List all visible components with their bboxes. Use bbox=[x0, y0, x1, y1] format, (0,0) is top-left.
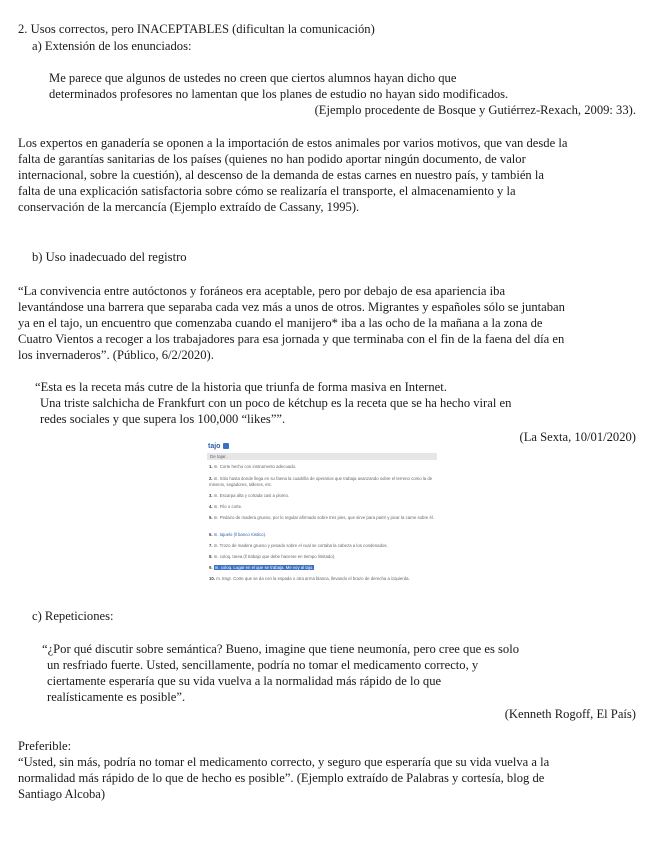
dictionary-sense-highlighted: 9. m. coloq. Lugar en el que se trabaja. Me voy al tajo. bbox=[209, 565, 314, 570]
subsection-b-title: b) Uso inadecuado del registro bbox=[32, 250, 187, 264]
section-heading: 2. Usos correctos, pero INACEPTABLES (dificultan la comunicación) bbox=[18, 22, 375, 36]
info-badge-icon bbox=[223, 443, 229, 449]
quote-publico: “La convivencia entre autóctonos y foráneos era aceptable, pero por debajo de esa apariencia iba levantándose una barrera que separaba cada vez más a unos de otros. Migrantes y españoles sólo se juntaban ya en el tajo, un encuentro que comenzaba cuando el manijero* iba a las ocho de la mañana a la zona de Cuatro Vientos a recoger a los trabajadores para esa jornada y que terminaba con el fin de la faena del día en los invernaderos”. (Público, 6/2/2020). bbox=[18, 284, 565, 362]
example-paragraph-cassany: Los expertos en ganadería se oponen a la importación de estos animales por varios motivos, que van desde la falta de garantías sanitarias de los países (quienes no han podido aportar ningún documento, de valor internacional, sobre la cuestión), al descenso de la demanda de estas carnes en nuestro país, y también la falta de una explicación satisfactoria sobre cómo se realizaría el transporte, el almacenamiento y la conservación de la mercancía (Ejemplo extraído de Cassany, 1995). bbox=[18, 136, 568, 214]
dictionary-sense: 10. m. Esgr. Corte que se da con la espada o otra arma blanca, llevando el brazo de derecha a izquierda. bbox=[209, 576, 410, 581]
quote-rogoff: “¿Por qué discutir sobre semántica? Bueno, imagine que tiene neumonía, pero cree que es solo un resfriado fuerte. Usted, sencillamente, podría no tomar el medicamento correcto, y ciertamente esperaría que su vida vuelva a la normalidad más rápido de lo que realísticamente es posible”. bbox=[42, 642, 520, 704]
example-sentence-1: Me parece que algunos de ustedes no creen que ciertos alumnos hayan dicho que determinados profesores no lamentan que los planes de estudio no hayan sido modificados. bbox=[49, 71, 509, 101]
dictionary-sense: 8. m. coloq. tarea (‖ trabajo que debe hacerse en tiempo limitado). bbox=[209, 554, 336, 559]
dictionary-sense: 6. m. tajuelo (‖ banco rústico). bbox=[209, 532, 267, 537]
dictionary-sense: 1. m. Corte hecho con instrumento adecuado. bbox=[209, 464, 297, 469]
source-citation-bosque: (Ejemplo procedente de Bosque y Gutiérrez-Rexach, 2009: 33). bbox=[314, 103, 636, 117]
dictionary-sense: 2. m. Sitio hasta donde llega en su faena la cuadrilla de operarios que trabaja avanzando sobre el terreno como la de miseros, segadores, talleres, etc. bbox=[209, 476, 433, 487]
dictionary-etymology-bar: De tajar. bbox=[207, 453, 437, 460]
preferable-rewrite: “Usted, sin más, podría no tomar el medicamento correcto, y seguro que esperaría que su vida vuelva a la normalidad más rápido de lo que de hecho es posible”. (Ejemplo extraído de Palabras y cortesía, blog de Santiago Alcoba) bbox=[18, 755, 550, 801]
dictionary-headword: tajo bbox=[208, 439, 229, 455]
dictionary-sense: 3. m. Escarpa alta y cortada casi a plomo. bbox=[209, 493, 290, 498]
dictionary-sense: 4. m. Filo o corte. bbox=[209, 504, 243, 509]
source-citation-la-sexta: (La Sexta, 10/01/2020) bbox=[519, 430, 636, 444]
subsection-a-title: a) Extensión de los enunciados: bbox=[32, 39, 192, 53]
dictionary-entry-screenshot bbox=[203, 436, 439, 590]
preferable-label: Preferible: bbox=[18, 739, 72, 753]
quote-la-sexta: “Esta es la receta más cutre de la historia que triunfa de forma masiva en Internet. Una triste salchicha de Frankfurt con un poco de kétchup es la receta que se ha hecho viral en redes sociales y que supera los 100,000 “likes””. bbox=[35, 380, 512, 426]
dictionary-sense: 5. m. Pedazo de madera grueso, por lo regular afirmado sobre tres pies, que sirve para partir y picar la carne sobre él. bbox=[209, 515, 435, 520]
source-citation-el-pais: (Kenneth Rogoff, El País) bbox=[504, 707, 636, 721]
dictionary-sense: 7. m. Trozo de madera grueso y pesado sobre el cual se cortaba la cabeza a los condenados. bbox=[209, 543, 388, 548]
subsection-c-title: c) Repeticiones: bbox=[32, 609, 114, 623]
